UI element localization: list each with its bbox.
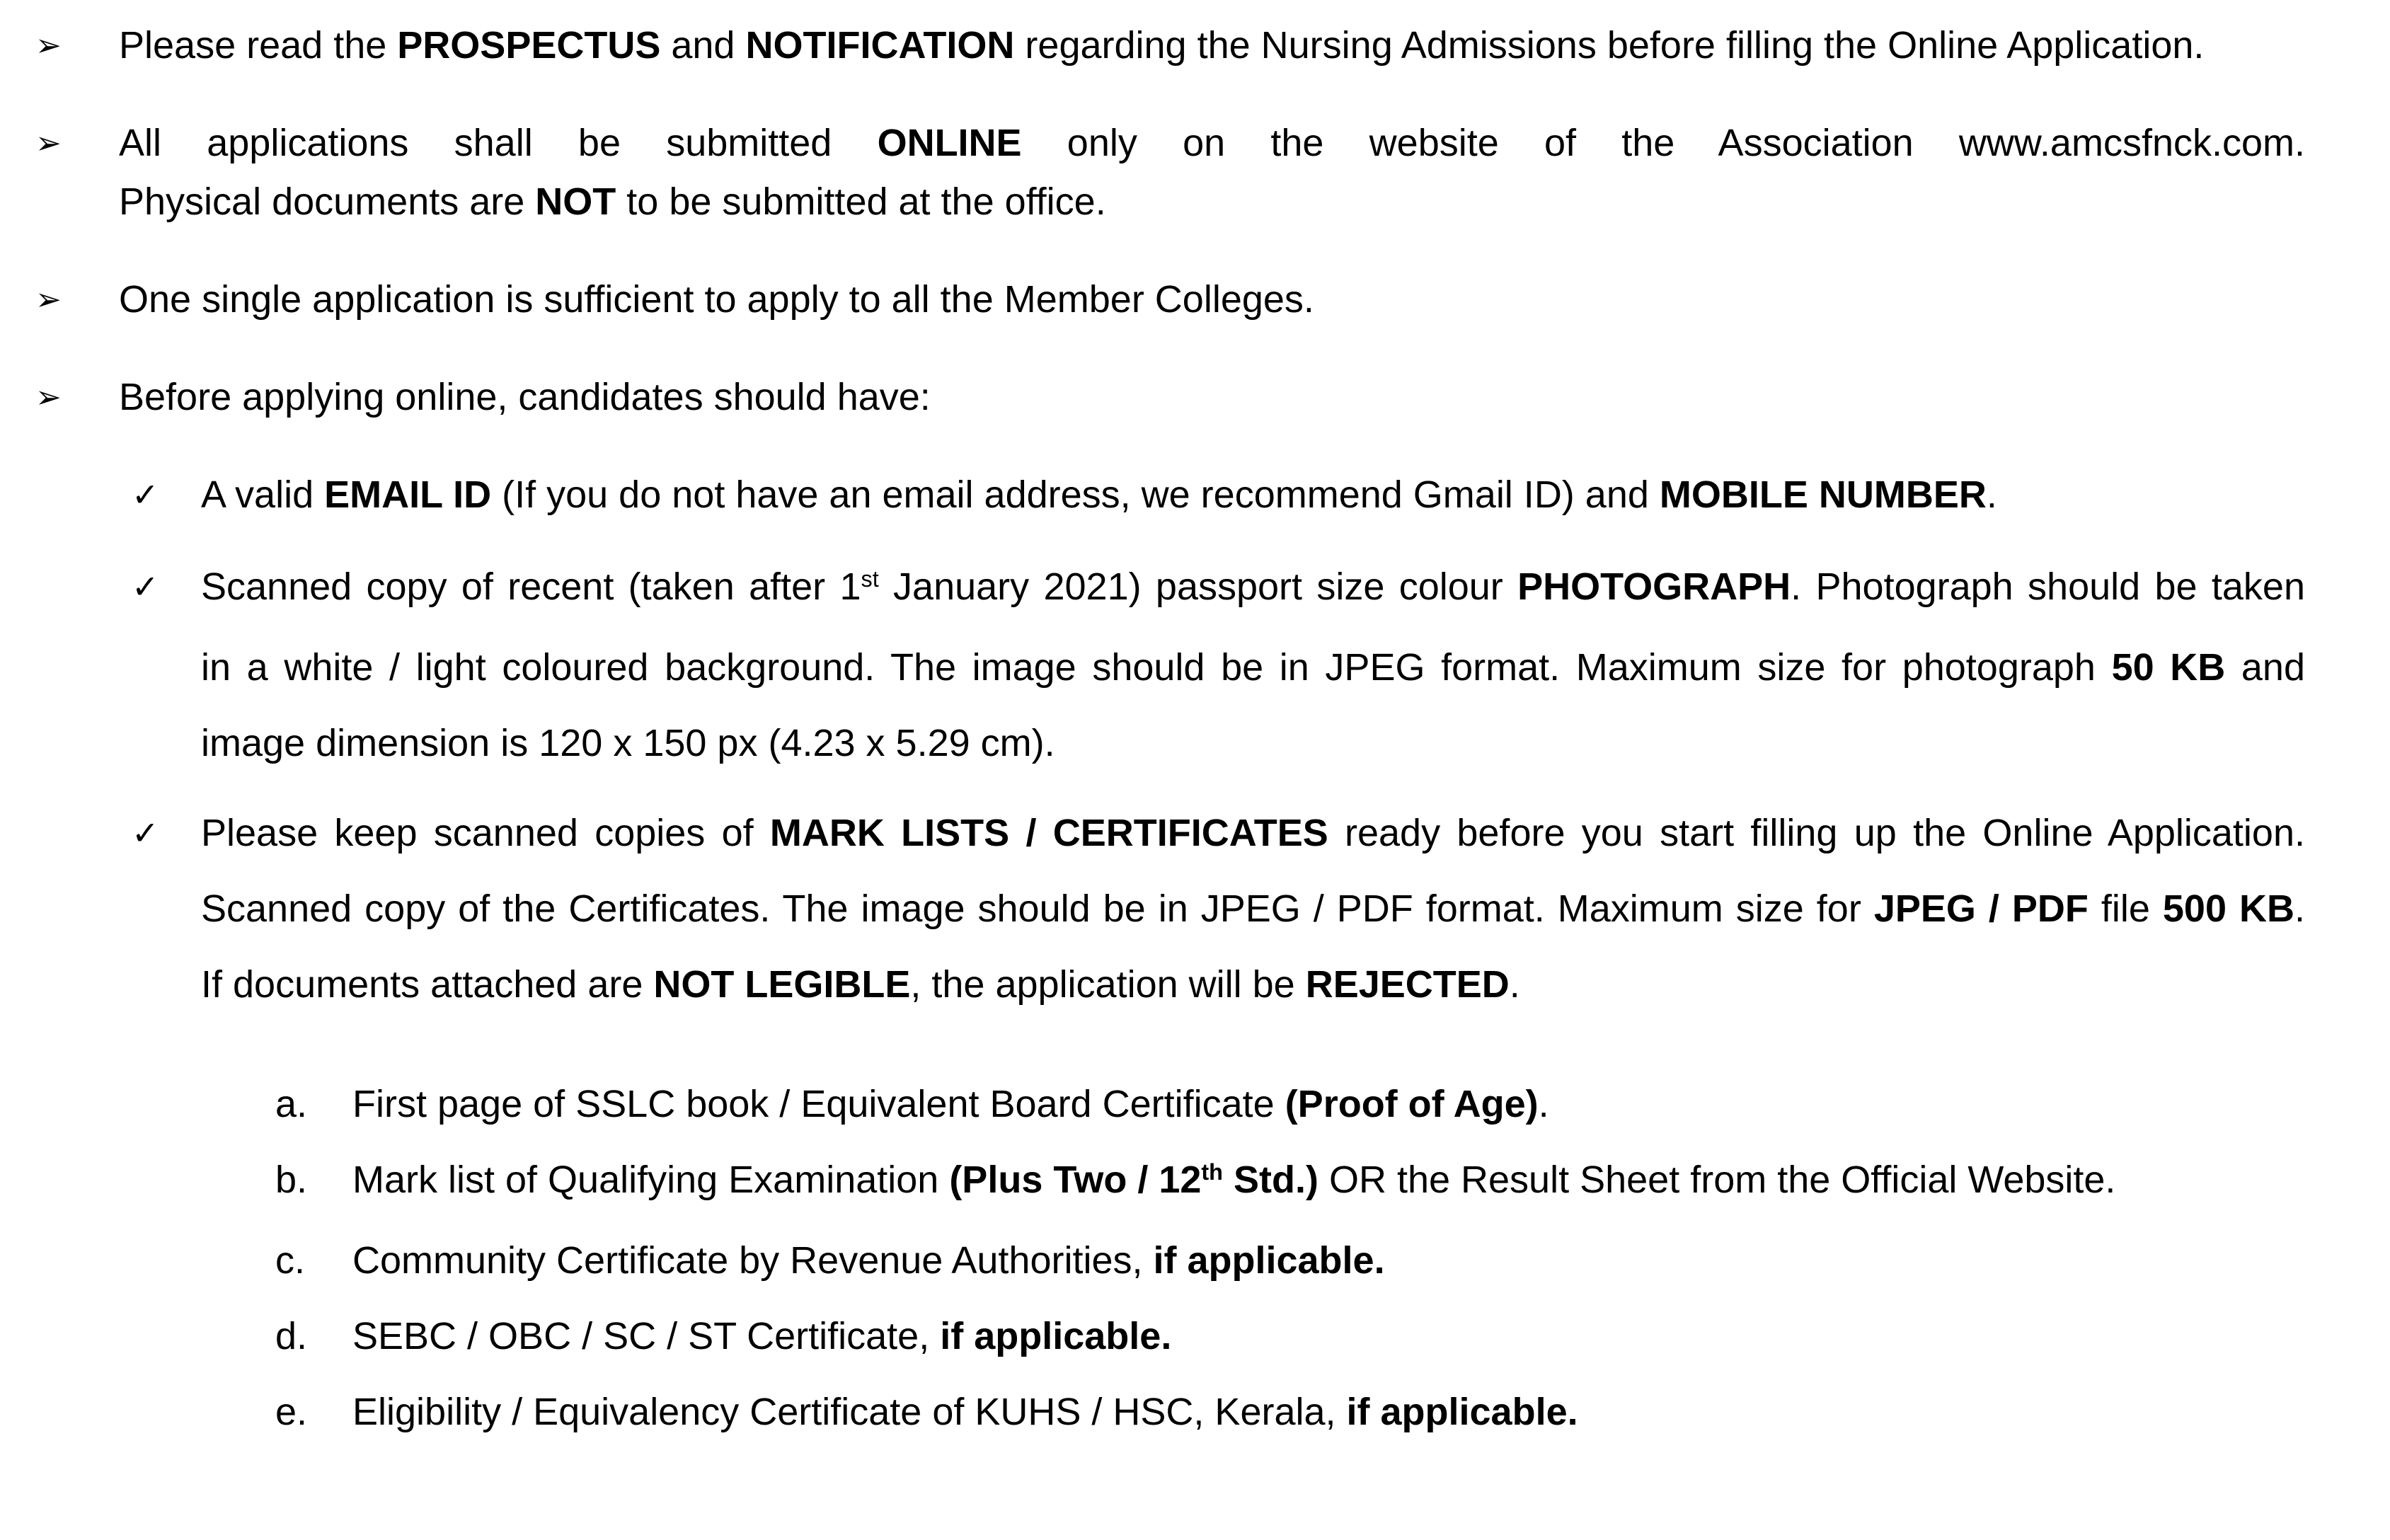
- text-segment: PROSPECTUS: [397, 24, 661, 67]
- text-segment: One single application is sufficient to apply to all the Member Colleges.: [119, 278, 1314, 321]
- text-segment: Physical documents are: [119, 180, 536, 223]
- bullet-before-applying: [0, 368, 2305, 427]
- text-segment: if applicable.: [940, 1315, 1172, 1357]
- text-line: [201, 871, 2305, 947]
- text-segment: Please keep scanned copies of: [201, 812, 770, 854]
- text-line: [352, 1151, 2305, 1214]
- text-line: [201, 466, 2305, 524]
- bullet-read-prospectus: [0, 16, 2305, 75]
- text-segment: Scanned copy of recent (taken after 1: [201, 565, 861, 608]
- text-segment: OR the Result Sheet from the Official Website.: [1318, 1159, 2116, 1201]
- doc-item-d: [0, 1307, 2305, 1366]
- text-segment: NOT: [535, 180, 616, 223]
- text-line: [119, 368, 2305, 427]
- text-segment: . Photograph should be taken: [1791, 565, 2305, 608]
- text-segment: image dimension is 120 x 150 px (4.23 x 5.29 cm).: [201, 722, 1055, 764]
- checkmark-icon: ✓: [132, 815, 159, 851]
- text-segment: NOT LEGIBLE: [653, 963, 911, 1006]
- text-segment: regarding the Nursing Admissions before filling the Online Application.: [1014, 24, 2205, 67]
- text-segment: Scanned copy of the Certificates. The image should be in JPEG / PDF format. Maximum size for: [201, 887, 1874, 930]
- text-segment: and: [660, 24, 746, 67]
- paragraph-lines: [119, 368, 2305, 427]
- text-line: [201, 947, 2305, 1023]
- arrow-bullet-icon: ➢: [35, 126, 62, 161]
- text-line: [119, 173, 2305, 231]
- text-line: [119, 16, 2305, 75]
- text-line: [201, 630, 2305, 706]
- text-line: [119, 114, 2305, 173]
- list-letter: c.: [275, 1239, 306, 1282]
- text-segment: ready before you start filling up the Online Application.: [1328, 812, 2305, 854]
- paragraph-lines: [119, 114, 2305, 231]
- arrow-bullet-icon: ➢: [35, 282, 62, 317]
- text-line: [201, 706, 2305, 781]
- paragraph-lines: [119, 16, 2305, 75]
- doc-item-a: [0, 1075, 2305, 1134]
- text-segment: and: [2225, 646, 2305, 689]
- paragraph-lines: [352, 1151, 2305, 1214]
- text-segment: only on the website of the Association www.amcsfnck.com.: [1021, 122, 2305, 164]
- text-segment: JPEG / PDF: [1873, 887, 2089, 930]
- bullet-online-submission: [0, 114, 2305, 231]
- text-segment: .: [1509, 963, 1520, 1006]
- text-segment: Community Certificate by Revenue Authorities,: [352, 1239, 1154, 1282]
- text-line: [352, 1307, 2305, 1366]
- text-segment: .: [1986, 473, 1997, 516]
- text-segment: SEBC / OBC / SC / ST Certificate,: [352, 1315, 941, 1357]
- check-marklists-certificates: [0, 795, 2305, 1023]
- document-letter-list: [0, 1075, 2305, 1442]
- text-line: [201, 795, 2305, 871]
- text-segment: First page of SSLC book / Equivalent Board Certificate: [352, 1083, 1285, 1125]
- superscript: st: [861, 566, 879, 592]
- text-line: [119, 270, 2305, 329]
- text-segment: (Proof of Age): [1285, 1083, 1539, 1125]
- text-segment: file: [2088, 887, 2163, 930]
- paragraph-lines: [352, 1231, 2305, 1290]
- superscript: th: [1201, 1159, 1223, 1185]
- text-segment: January 2021) passport size colour: [878, 565, 1518, 608]
- text-segment: Mark list of Qualifying Examination: [352, 1159, 950, 1201]
- text-segment: Std.): [1222, 1159, 1318, 1201]
- text-segment: All applications shall be submitted: [119, 122, 878, 164]
- bullet-single-application: [0, 270, 2305, 329]
- text-segment: PHOTOGRAPH: [1517, 565, 1791, 608]
- text-segment: .: [1538, 1083, 1549, 1125]
- text-segment: MOBILE NUMBER: [1659, 473, 1987, 516]
- text-line: [352, 1231, 2305, 1290]
- doc-item-b: [0, 1151, 2305, 1214]
- text-segment: MARK LISTS / CERTIFICATES: [769, 812, 1328, 854]
- text-segment: ONLINE: [877, 122, 1022, 164]
- text-line: [352, 1383, 2305, 1442]
- text-segment: Before applying online, candidates should have:: [119, 376, 931, 418]
- text-segment: REJECTED: [1305, 963, 1510, 1006]
- list-letter: a.: [275, 1083, 308, 1125]
- text-segment: 50 KB: [2111, 646, 2226, 689]
- doc-item-c: [0, 1231, 2305, 1290]
- text-segment: Please read the: [119, 24, 398, 67]
- list-letter: b.: [275, 1159, 308, 1201]
- paragraph-lines: [352, 1307, 2305, 1366]
- text-segment: .: [2294, 887, 2305, 930]
- text-segment: in a white / light coloured background. The image should be in JPEG format. Maximum size for photograph: [201, 646, 2112, 689]
- text-segment: If documents attached are: [201, 963, 654, 1006]
- text-line: [201, 549, 2305, 630]
- check-email-mobile: [0, 466, 2305, 524]
- text-segment: Eligibility / Equivalency Certificate of KUHS / HSC, Kerala,: [352, 1391, 1347, 1433]
- text-segment: (If you do not have an email address, we recommend Gmail ID) and: [491, 473, 1660, 516]
- text-segment: (Plus Two / 12: [949, 1159, 1202, 1201]
- arrow-bullet-icon: ➢: [35, 28, 62, 63]
- text-segment: A valid: [201, 473, 325, 516]
- text-segment: 500 KB: [2162, 887, 2294, 930]
- list-letter: d.: [275, 1315, 308, 1357]
- text-segment: if applicable.: [1153, 1239, 1385, 1282]
- checkmark-icon: ✓: [132, 476, 159, 513]
- text-segment: NOTIFICATION: [745, 24, 1015, 67]
- paragraph-lines: [201, 549, 2305, 781]
- text-line: [352, 1075, 2305, 1134]
- text-segment: , the application will be: [910, 963, 1306, 1006]
- paragraph-lines: [119, 270, 2305, 329]
- paragraph-lines: [201, 795, 2305, 1023]
- text-segment: if applicable.: [1346, 1391, 1578, 1433]
- check-photograph: [0, 549, 2305, 781]
- paragraph-lines: [352, 1075, 2305, 1134]
- paragraph-lines: [201, 466, 2305, 524]
- checkmark-icon: ✓: [132, 568, 159, 605]
- arrow-bullet-icon: ➢: [35, 380, 62, 415]
- text-segment: to be submitted at the office.: [616, 180, 1106, 223]
- doc-item-e: [0, 1383, 2305, 1442]
- list-letter: e.: [275, 1391, 308, 1433]
- paragraph-lines: [352, 1383, 2305, 1442]
- text-segment: EMAIL ID: [324, 473, 492, 516]
